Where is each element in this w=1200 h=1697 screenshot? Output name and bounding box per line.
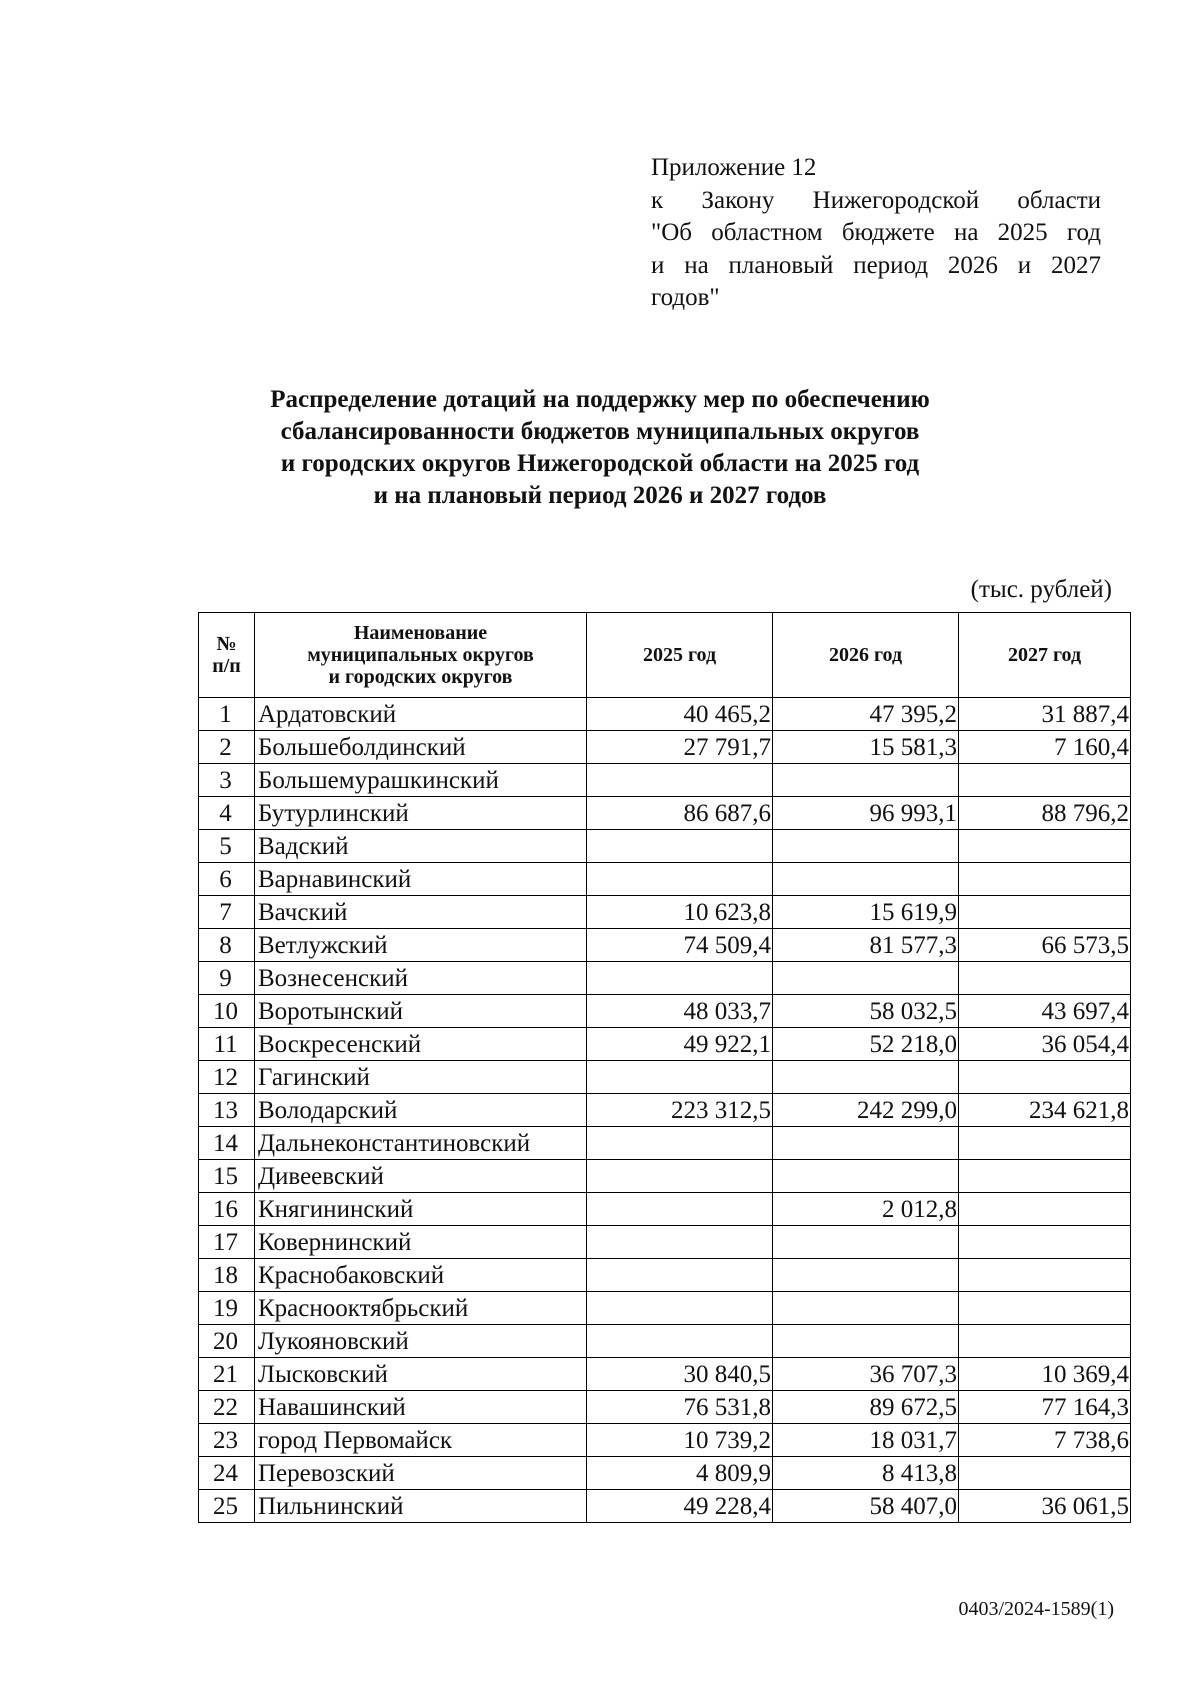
- cell-2025: [587, 863, 773, 896]
- cell-2025: 74 509,4: [587, 929, 773, 962]
- appendix-line: "Об областном бюджете на 2025 год: [651, 219, 1101, 246]
- cell-2027: [959, 896, 1131, 929]
- cell-2026: [773, 1127, 959, 1160]
- header-2026: 2026 год: [773, 613, 959, 698]
- table-row: [199, 896, 1131, 929]
- cell-2027: 43 697,4: [959, 995, 1131, 1028]
- cell-2026: [773, 830, 959, 863]
- cell-2027: 234 621,8: [959, 1094, 1131, 1127]
- cell-2025: [587, 1160, 773, 1193]
- cell-2026: [773, 1226, 959, 1259]
- cell-municipality: Большеболдинский: [255, 731, 587, 764]
- cell-number: 22: [199, 1391, 255, 1424]
- cell-municipality: Перевозский: [255, 1457, 587, 1490]
- cell-2025: 10 623,8: [587, 896, 773, 929]
- cell-number: 7: [199, 896, 255, 929]
- header-2027: 2027 год: [959, 613, 1131, 698]
- cell-2025: [587, 830, 773, 863]
- cell-2027: 10 369,4: [959, 1358, 1131, 1391]
- cell-2025: [587, 1061, 773, 1094]
- header-text: муниципальных округов: [307, 644, 534, 666]
- table-row: [199, 764, 1131, 797]
- cell-number: 23: [199, 1424, 255, 1457]
- cell-number: 20: [199, 1325, 255, 1358]
- cell-number: 24: [199, 1457, 255, 1490]
- cell-2026: 18 031,7: [773, 1424, 959, 1457]
- table-row: [199, 1259, 1131, 1292]
- cell-2027: 36 054,4: [959, 1028, 1131, 1061]
- table-row: [199, 1424, 1131, 1457]
- document-title: [180, 384, 1020, 512]
- cell-municipality: Большемурашкинский: [255, 764, 587, 797]
- cell-2027: 7 738,6: [959, 1424, 1131, 1457]
- cell-number: 2: [199, 731, 255, 764]
- appendix-line: и на плановый период 2026 и 2027: [651, 251, 1101, 279]
- cell-2026: 242 299,0: [773, 1094, 959, 1127]
- cell-municipality: Вадский: [255, 830, 587, 863]
- cell-2026: 58 032,5: [773, 995, 959, 1028]
- cell-2027: [959, 1061, 1131, 1094]
- cell-2027: [959, 764, 1131, 797]
- cell-2026: [773, 1160, 959, 1193]
- cell-number: 6: [199, 863, 255, 896]
- table-row: [199, 1226, 1131, 1259]
- cell-2027: 66 573,5: [959, 929, 1131, 962]
- table-row: [199, 698, 1131, 731]
- cell-municipality: Краснооктябрьский: [255, 1292, 587, 1325]
- subsidies-table: [198, 612, 1131, 1523]
- cell-2025: [587, 764, 773, 797]
- cell-municipality: Воскресенский: [255, 1028, 587, 1061]
- cell-2025: 4 809,9: [587, 1457, 773, 1490]
- cell-number: 1: [199, 698, 255, 731]
- cell-number: 12: [199, 1061, 255, 1094]
- table-body: [199, 698, 1131, 1523]
- table-row: [199, 1028, 1131, 1061]
- cell-municipality: город Первомайск: [255, 1424, 587, 1457]
- cell-number: 14: [199, 1127, 255, 1160]
- cell-2025: 86 687,6: [587, 797, 773, 830]
- title-line: сбалансированности бюджетов муниципальных округов: [280, 418, 920, 445]
- cell-2026: 8 413,8: [773, 1457, 959, 1490]
- cell-municipality: Краснобаковский: [255, 1259, 587, 1292]
- cell-2025: [587, 1259, 773, 1292]
- cell-municipality: Володарский: [255, 1094, 587, 1127]
- appendix-reference: [651, 152, 1101, 315]
- units-label: (тыс. рублей): [970, 576, 1112, 603]
- cell-2025: [587, 1127, 773, 1160]
- cell-2026: [773, 764, 959, 797]
- cell-2025: 49 228,4: [587, 1490, 773, 1523]
- cell-municipality: Бутурлинский: [255, 797, 587, 830]
- cell-municipality: Дальнеконстантиновский: [255, 1127, 587, 1160]
- cell-municipality: Княгининский: [255, 1193, 587, 1226]
- cell-2025: 27 791,7: [587, 731, 773, 764]
- cell-2026: [773, 1061, 959, 1094]
- table-row: [199, 1457, 1131, 1490]
- table-row: [199, 1292, 1131, 1325]
- cell-2025: [587, 1226, 773, 1259]
- cell-municipality: Вознесенский: [255, 962, 587, 995]
- cell-number: 15: [199, 1160, 255, 1193]
- header-text: Наименование: [353, 622, 488, 644]
- cell-municipality: Ковернинский: [255, 1226, 587, 1259]
- cell-number: 16: [199, 1193, 255, 1226]
- cell-2026: [773, 962, 959, 995]
- cell-2027: [959, 1457, 1131, 1490]
- cell-2026: 15 619,9: [773, 896, 959, 929]
- table-row: [199, 995, 1131, 1028]
- cell-2027: 77 164,3: [959, 1391, 1131, 1424]
- cell-2026: 96 993,1: [773, 797, 959, 830]
- cell-municipality: Дивеевский: [255, 1160, 587, 1193]
- cell-2027: 7 160,4: [959, 731, 1131, 764]
- cell-2027: [959, 1160, 1131, 1193]
- table-row: [199, 830, 1131, 863]
- cell-2027: [959, 1127, 1131, 1160]
- table-row: [199, 1160, 1131, 1193]
- cell-2026: 81 577,3: [773, 929, 959, 962]
- cell-2027: [959, 1325, 1131, 1358]
- cell-municipality: Ардатовский: [255, 698, 587, 731]
- cell-number: 25: [199, 1490, 255, 1523]
- cell-municipality: Лукояновский: [255, 1325, 587, 1358]
- appendix-line: годов": [651, 284, 720, 311]
- cell-number: 11: [199, 1028, 255, 1061]
- cell-2027: [959, 1226, 1131, 1259]
- cell-2025: [587, 962, 773, 995]
- cell-2027: 88 796,2: [959, 797, 1131, 830]
- cell-2027: [959, 1259, 1131, 1292]
- cell-municipality: Гагинский: [255, 1061, 587, 1094]
- table-row: [199, 1358, 1131, 1391]
- table-row: [199, 1325, 1131, 1358]
- table-row: [199, 1127, 1131, 1160]
- cell-number: 18: [199, 1259, 255, 1292]
- cell-municipality: Варнавинский: [255, 863, 587, 896]
- cell-municipality: Вачский: [255, 896, 587, 929]
- cell-number: 19: [199, 1292, 255, 1325]
- cell-2027: [959, 863, 1131, 896]
- cell-number: 8: [199, 929, 255, 962]
- cell-municipality: Пильнинский: [255, 1490, 587, 1523]
- cell-2025: 10 739,2: [587, 1424, 773, 1457]
- table-row: [199, 1094, 1131, 1127]
- cell-2025: 48 033,7: [587, 995, 773, 1028]
- table-row: [199, 863, 1131, 896]
- header-2025: 2025 год: [587, 613, 773, 698]
- cell-2025: 40 465,2: [587, 698, 773, 731]
- header-number: [199, 613, 255, 698]
- cell-2027: 31 887,4: [959, 698, 1131, 731]
- table-row: [199, 1193, 1131, 1226]
- header-text: №: [216, 633, 237, 655]
- cell-2025: 223 312,5: [587, 1094, 773, 1127]
- table-row: [199, 962, 1131, 995]
- header-text: и городских округов: [328, 666, 513, 688]
- cell-2026: [773, 863, 959, 896]
- cell-number: 17: [199, 1226, 255, 1259]
- cell-municipality: Лысковский: [255, 1358, 587, 1391]
- title-line: и на плановый период 2026 и 2027 годов: [373, 482, 827, 509]
- cell-2026: 52 218,0: [773, 1028, 959, 1061]
- cell-number: 4: [199, 797, 255, 830]
- table-row: [199, 1490, 1131, 1523]
- cell-number: 9: [199, 962, 255, 995]
- cell-2026: 89 672,5: [773, 1391, 959, 1424]
- appendix-line: Приложение 12: [651, 154, 817, 181]
- cell-2025: 76 531,8: [587, 1391, 773, 1424]
- table-row: [199, 929, 1131, 962]
- cell-2026: [773, 1292, 959, 1325]
- cell-2026: 2 012,8: [773, 1193, 959, 1226]
- cell-2027: 36 061,5: [959, 1490, 1131, 1523]
- cell-2025: [587, 1325, 773, 1358]
- cell-2026: 15 581,3: [773, 731, 959, 764]
- table-row: [199, 797, 1131, 830]
- table-row: [199, 731, 1131, 764]
- cell-number: 21: [199, 1358, 255, 1391]
- title-line: и городских округов Нижегородской области на 2025 год: [280, 450, 920, 477]
- header-name: [255, 613, 587, 698]
- cell-municipality: Навашинский: [255, 1391, 587, 1424]
- cell-2026: 36 707,3: [773, 1358, 959, 1391]
- cell-2025: 30 840,5: [587, 1358, 773, 1391]
- cell-2026: 47 395,2: [773, 698, 959, 731]
- title-line: Распределение дотаций на поддержку мер по обеспечению: [270, 386, 930, 413]
- appendix-line: к Закону Нижегородской области: [651, 186, 1101, 214]
- cell-number: 5: [199, 830, 255, 863]
- table-row: [199, 1061, 1131, 1094]
- cell-municipality: Воротынский: [255, 995, 587, 1028]
- cell-2027: [959, 1193, 1131, 1226]
- cell-2025: 49 922,1: [587, 1028, 773, 1061]
- cell-2026: [773, 1259, 959, 1292]
- table-row: [199, 1391, 1131, 1424]
- cell-number: 13: [199, 1094, 255, 1127]
- cell-municipality: Ветлужский: [255, 929, 587, 962]
- table-header-row: [199, 613, 1131, 698]
- cell-2026: 58 407,0: [773, 1490, 959, 1523]
- cell-2027: [959, 1292, 1131, 1325]
- cell-2026: [773, 1325, 959, 1358]
- cell-2025: [587, 1292, 773, 1325]
- cell-number: 3: [199, 764, 255, 797]
- cell-2027: [959, 962, 1131, 995]
- cell-2025: [587, 1193, 773, 1226]
- document-number: 0403/2024-1589(1): [958, 1598, 1114, 1620]
- cell-number: 10: [199, 995, 255, 1028]
- cell-2027: [959, 830, 1131, 863]
- header-text: п/п: [212, 655, 241, 677]
